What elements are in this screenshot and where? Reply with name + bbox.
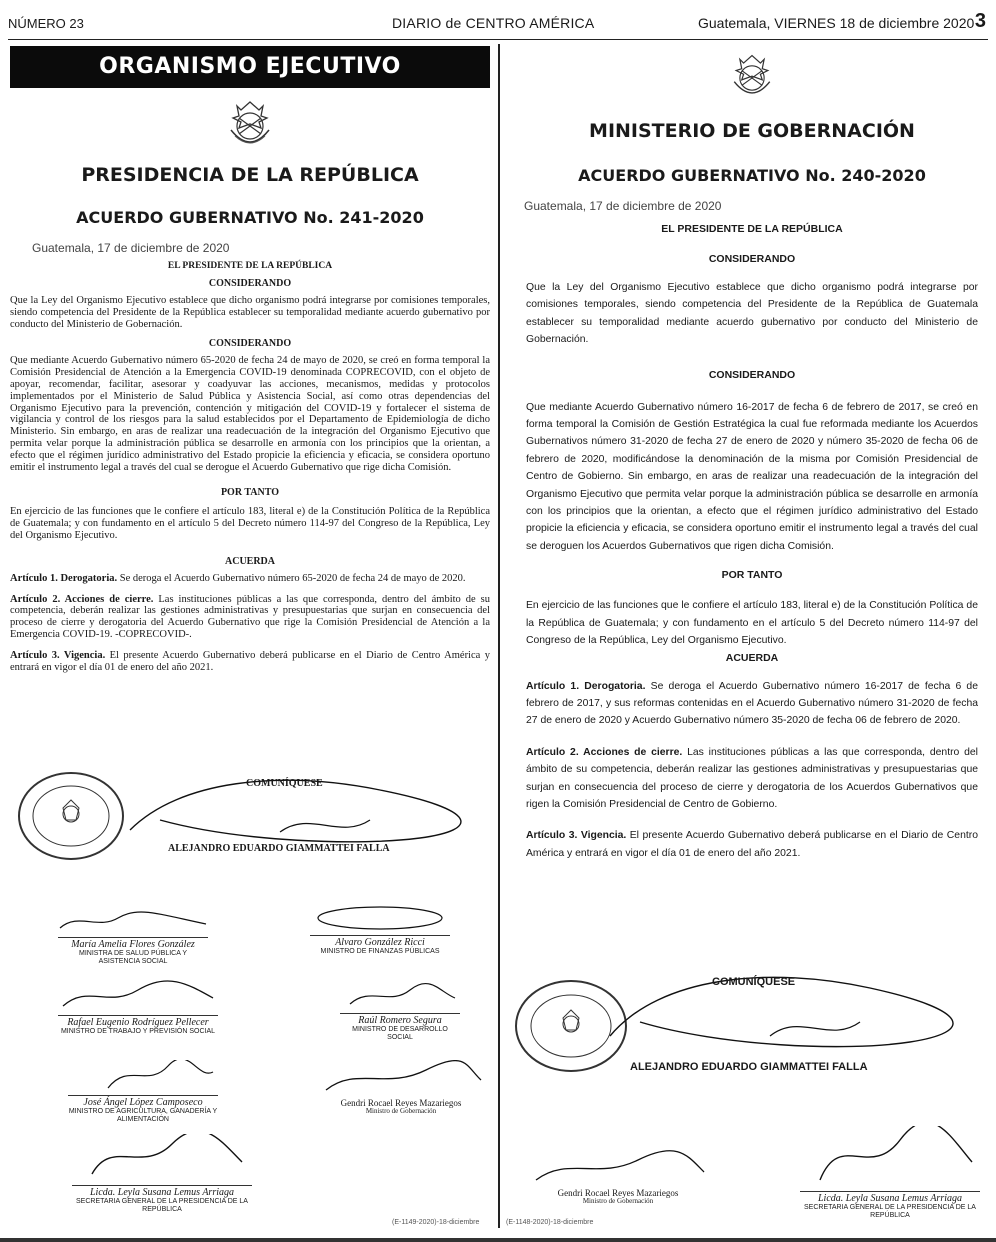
decree-title: ACUERDO GUBERNATIVO No. 240-2020: [578, 166, 926, 185]
newspaper-name: DIARIO de CENTRO AMÉRICA: [392, 15, 595, 31]
issue-date: Guatemala, VIERNES 18 de diciembre 2020: [698, 15, 975, 31]
considerando-heading: CONSIDERANDO: [708, 368, 796, 381]
signature-icon: [316, 1060, 486, 1094]
decree-title: ACUERDO GUBERNATIVO No. 241-2020: [76, 208, 424, 227]
considerando-text: Que mediante Acuerdo Gubernativo número 16-2017 de fecha 6 de febrero de 2017, se creó en forma temporal la Comisión de Gestión Estratégica la cual fue reformada mediante los Acuerdos Gubernativos número 31-2020 de fecha 27 de enero de 2020 y número 35-2020 de fecha 06 de febrero de 2020, modificándose la denominación de la misma por Comisión Presidencial de Centro de Gobierno. Sin embargo, en aras de realizar una readecuación de la integración del Organismo Ejecutivo que permita velar porque la administración pública se desarrolle en armonía con los principios que la orientan, a efecto que el régimen jurídico administrativo del Estado propicie la eficiencia y eficacia, se considera oportuno emitir el instrumento legal a través del cual se deroguen los Acuerdos Gubernativos que rigen dicha Comisión.: [526, 401, 978, 552]
signer-title: MINISTRO DE DESARROLLO SOCIAL: [352, 1026, 448, 1041]
page-header: [8, 8, 988, 40]
president-name: ALEJANDRO EDUARDO GIAMMATTEI FALLA: [168, 843, 390, 854]
por-tanto-heading: POR TANTO: [721, 569, 783, 582]
issue-number: NÚMERO 23: [8, 16, 84, 31]
article-title: Artículo 2. Acciones de cierre.: [526, 746, 683, 758]
signer-name: José Ángel López Camposeco: [68, 1095, 218, 1108]
signer-name: Alvaro González Ricci: [310, 935, 450, 948]
place-date: Guatemala, 17 de diciembre de 2020: [32, 241, 230, 255]
left-column: [10, 46, 490, 673]
article-title: Artículo 2. Acciones de cierre.: [10, 593, 154, 605]
signer-title: MINISTRO DE AGRICULTURA, GANADERÍA Y ALIMENTACIÓN: [68, 1108, 218, 1123]
signature-block: [58, 980, 218, 1036]
por-tanto-text: En ejercicio de las funciones que le confiere el artículo 183, literal e) de la Constitución Política de la República de Guatemala; y con fundamento en el artículo 5 del Decreto número 114-97 del Congreso de la República, Ley del Organismo Ejecutivo.: [10, 506, 490, 541]
acuerda-heading: ACUERDA: [725, 651, 779, 664]
office-title: MINISTERIO DE GOBERNACIÓN: [589, 120, 915, 142]
signature-block: [316, 1060, 486, 1115]
signature-block: [72, 1134, 252, 1214]
president-name: ALEJANDRO EDUARDO GIAMMATTEI FALLA: [630, 1061, 868, 1073]
article-3: [526, 827, 978, 862]
article-2: [10, 594, 490, 641]
considerando-heading: CONSIDERANDO: [208, 278, 292, 289]
signature-icon: [340, 982, 460, 1008]
signature-block: [310, 904, 450, 956]
article-3: [10, 650, 490, 674]
article-body: Se deroga el Acuerdo Gubernativo número 16-2017 de fecha 6 de febrero de 2017, y sus reformas contenidas en el Acuerdo Gubernativo número 31-2020 de fecha 27 de enero de 2020 y Acuerdo Gubernativo número 35-2020 de fecha 06 de febrero de 2020.: [526, 680, 978, 727]
page-number: 3: [974, 10, 986, 32]
signature-icon: [800, 1126, 980, 1186]
por-tanto-heading: POR TANTO: [220, 487, 280, 499]
president-heading: EL PRESIDENTE DE LA REPÚBLICA: [167, 261, 333, 271]
article-1: [10, 573, 490, 585]
por-tanto-text: En ejercicio de las funciones que le confiere el artículo 183, literal e) de la Constitución Política de la República de Guatemala; y con fundamento en el artículo 5 del Decreto número 114-97 del Congreso de la República, Ley del Organismo Ejecutivo.: [526, 600, 978, 647]
signer-title: SECRETARIA GENERAL DE LA PRESIDENCIA DE LA REPÚBLICA: [804, 1204, 976, 1219]
signer-title: MINISTRA DE SALUD PÚBLICA Y ASISTENCIA SOCIAL: [78, 950, 187, 965]
signature-icon: [68, 1060, 218, 1090]
article-body: El presente Acuerdo Gubernativo deberá publicarse en el Diario de Centro América y entrará en vigor el día 01 de enero del año 2021.: [10, 649, 490, 673]
acuerda-heading: ACUERDA: [225, 555, 275, 567]
signature-block: [68, 1060, 218, 1124]
signature-block: [340, 982, 460, 1042]
signer-name: Rafael Eugenio Rodríguez Pellecer: [58, 1015, 218, 1028]
article-1: [526, 678, 978, 730]
signer-title: Ministro de Gobernación: [365, 1107, 437, 1115]
signer-name: Licda. Leyla Susana Lemus Arriaga: [72, 1185, 252, 1198]
coat-of-arms-icon: [721, 50, 783, 106]
column-divider: [498, 44, 500, 1228]
article-title: Artículo 3. Vigencia.: [10, 649, 106, 661]
place-date: Guatemala, 17 de diciembre de 2020: [524, 199, 722, 213]
considerando-text: Que la Ley del Organismo Ejecutivo establece que dicho organismo podrá integrarse por comisiones temporales, siendo competencia del Presidente de la República establecer su temporalidad mediante acuerdo gubernativo por conducto del Ministerio de Gobernación.: [10, 295, 490, 330]
signer-name: Licda. Leyla Susana Lemus Arriaga: [800, 1191, 980, 1204]
considerando-text: Que la Ley del Organismo Ejecutivo establece que dicho organismo podrá integrarse por comisiones temporales, siendo competencia del Presidente de la República de Guatemala establecer su temporalidad mediante acuerdo gubernativo por conducto del Ministerio de Gobernación.: [526, 282, 978, 346]
signer-name: Gendri Rocael Reyes Mazariegos: [340, 1098, 462, 1108]
comuniquese-label: COMUNÍQUESE: [246, 778, 323, 789]
considerando-text: Que mediante Acuerdo Gubernativo número 65-2020 de fecha 24 de mayo de 2020, se creó en forma temporal la Comisión Presidencial de Atención a la Emergencia COVID-19 denominada COPRECOVID, con el objeto de apoyar, recomendar, facilitar, asesorar y coadyuvar las acciones, mecanismos, medidas y protocolos implementados por el Ministerio de Salud Pública y Asistencia Social, así como otras dependencias del Organismo Ejecutivo para la prevención, contención y mitigación del COVID-19 y fortalecer el sistema de vigilancia y control de los riesgos para la salud establecidos por el Departamento de Epidemiología de dicho Ministerio. Sin embargo, en aras de realizar una readecuación de la integración del Organismo Ejecutivo que permita velar porque la administración pública se desarrolle en armonía con los principios que la orientan, a efecto que el régimen jurídico administrativo del Estado propicie la eficiencia y eficacia, se considera oportuno emitir el instrumento legal a través del cual se derogue el Acuerdo Gubernativo que rige dicha Comisión.: [10, 355, 490, 473]
considerando-heading: CONSIDERANDO: [208, 338, 292, 350]
signature-icon: [58, 910, 208, 932]
signature-block: [528, 1150, 708, 1205]
president-heading: EL PRESIDENTE DE LA REPÚBLICA: [661, 223, 843, 235]
signer-name: María Amelia Flores González: [58, 937, 208, 950]
article-title: Artículo 3. Vigencia.: [526, 830, 627, 842]
signer-name: Raúl Romero Segura: [340, 1013, 460, 1026]
signer-title: SECRETARIA GENERAL DE LA PRESIDENCIA DE LA REPÚBLICA: [76, 1198, 248, 1213]
comuniquese-label: COMUNÍQUESE: [712, 976, 796, 988]
signer-title: MINISTRO DE TRABAJO Y PREVISIÓN SOCIAL: [60, 1028, 216, 1035]
page-bottom-rule: [0, 1238, 996, 1242]
signature-icon: [528, 1150, 708, 1184]
signature-icon: [310, 904, 450, 930]
presidential-stamp-icon: [16, 770, 126, 862]
considerando-heading: CONSIDERANDO: [708, 253, 796, 265]
article-body: Las instituciones públicas a las que corresponda, dentro del ámbito de su competencia, deberán realizar las gestiones administrativas y presupuestarias que surjan en consecuencia del proceso de cierre y derogatoria del Acuerdo Gubernativo que rige la Comisión Presidencial de Atención a la Emergencia COVID-19. -COPRECOVID-.: [10, 593, 491, 640]
article-body: Se deroga el Acuerdo Gubernativo número 65-2020 de fecha 24 de mayo de 2020.: [117, 572, 466, 584]
publication-reference: (E-1149-2020)-18-diciembre: [392, 1219, 480, 1226]
signer-name: Gendri Rocael Reyes Mazariegos: [557, 1188, 679, 1198]
signature-icon: [58, 980, 218, 1010]
coat-of-arms-icon: [219, 96, 281, 156]
signer-title: Ministro de Gobernación: [582, 1197, 654, 1205]
article-2: [526, 744, 978, 814]
right-column: [526, 46, 978, 862]
publication-reference: (E-1148-2020)-18-diciembre: [506, 1219, 594, 1226]
article-title: Artículo 1. Derogatoria.: [526, 680, 646, 692]
article-title: Artículo 1. Derogatoria.: [10, 572, 118, 584]
section-banner: ORGANISMO EJECUTIVO: [10, 46, 490, 88]
signature-icon: [72, 1134, 252, 1180]
signer-title: MINISTRO DE FINANZAS PÚBLICAS: [320, 948, 440, 955]
signature-block: [58, 910, 208, 966]
article-body: El presente Acuerdo Gubernativo deberá publicarse en el Diario de Centro América y entrará en vigor el día 01 de enero del año 2021.: [526, 830, 978, 859]
office-title: PRESIDENCIA DE LA REPÚBLICA: [81, 164, 419, 186]
article-body: Las instituciones públicas a las que corresponda, dentro del ámbito de su competencia, deberán realizar las gestiones administrativas y presupuestarias que surjan en consecuencia del proceso de cierre y derogatoria de los Acuerdos Gubernativos que rigen la Comisión Presidencial de Centro de Gobierno.: [526, 746, 978, 810]
signature-block: [800, 1126, 980, 1220]
